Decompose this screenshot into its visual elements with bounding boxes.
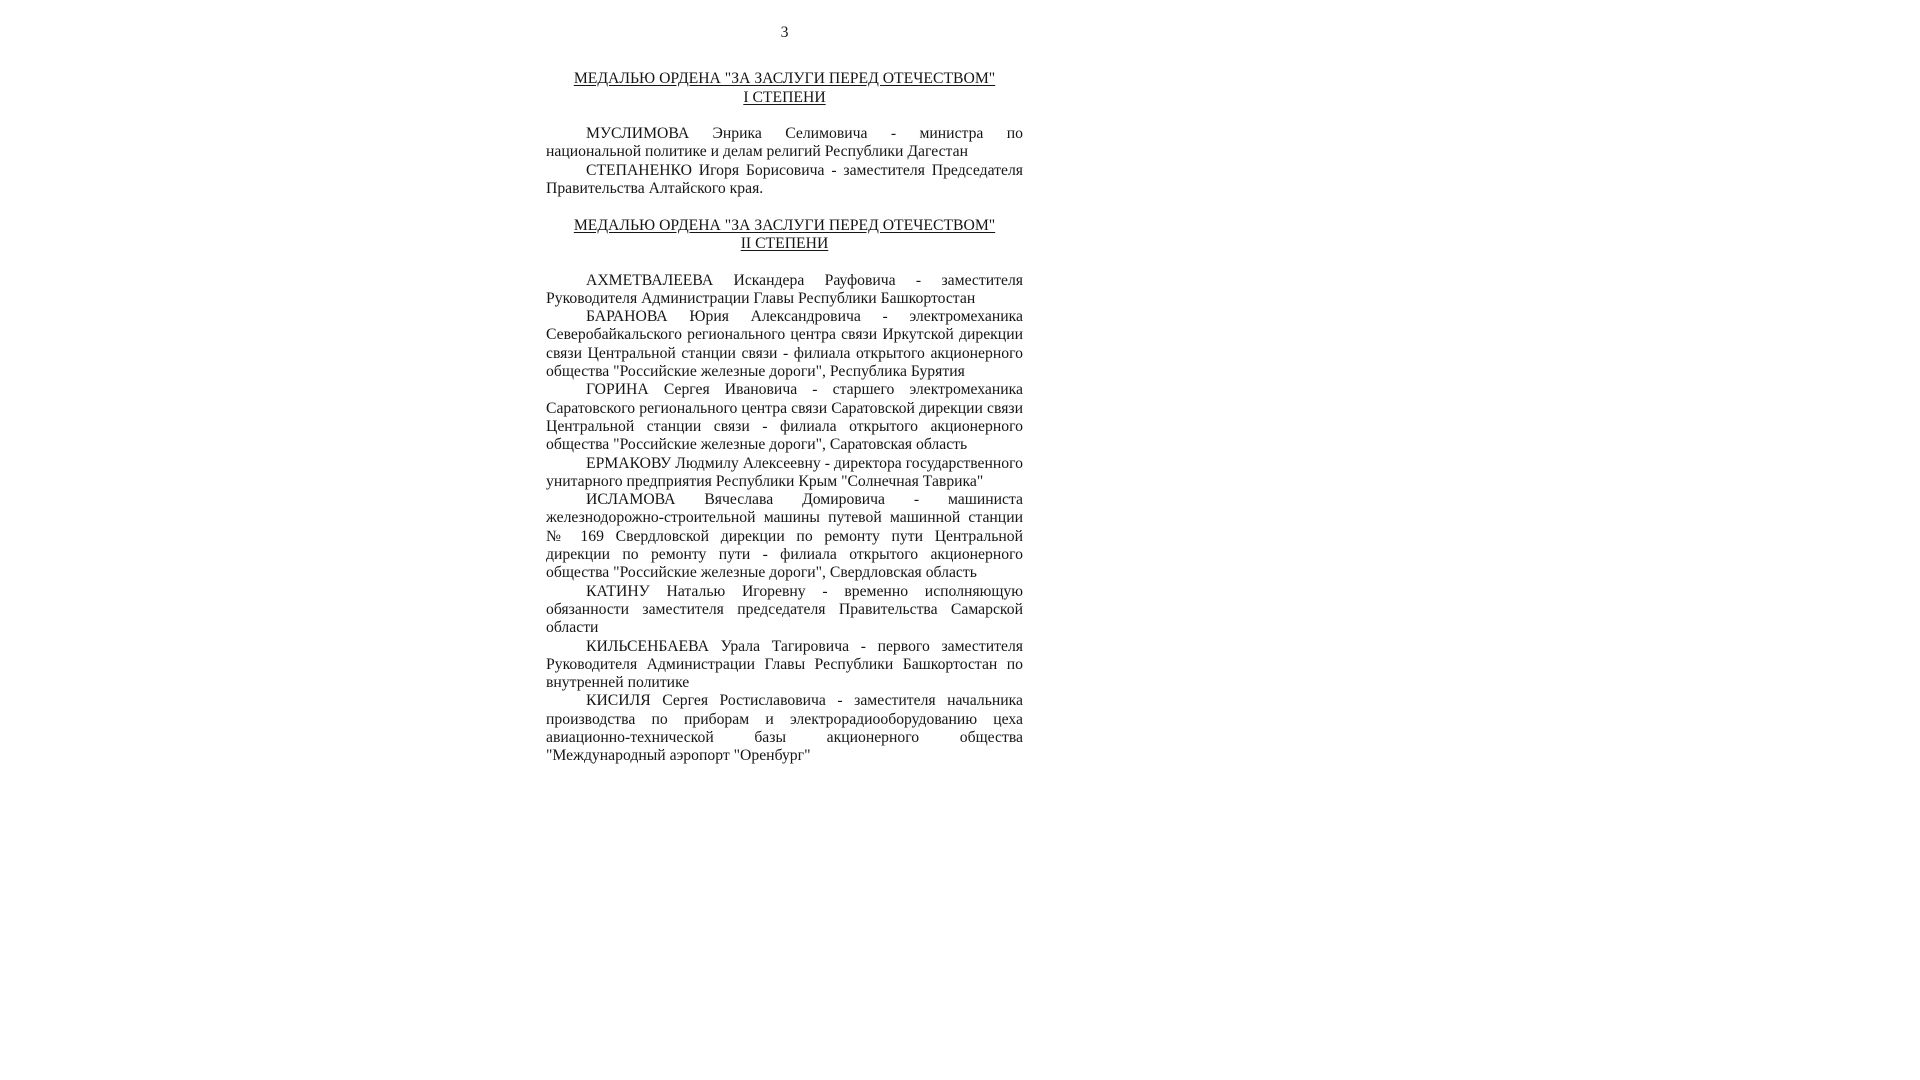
award-entry: БАРАНОВА Юрия Александровича - электромеханика Северобайкальского регионального центра связи Иркутской дирекции связи Центральной станции связи - филиала открытого акционерного общества "Российские железные дороги", Республика Бурятия: [546, 308, 1023, 381]
award-entry: ИСЛАМОВА Вячеслава Домировича - машиниста железнодорожно-строительной машины путевой машинной станции № 169 Свердловской дирекции по ремонту пути Центральной дирекции по ремонту пути - филиала открытого акционерного общества "Российские железные дороги", Свердловская область: [546, 491, 1023, 582]
award-entry: КИЛЬСЕНБАЕВА Урала Тагировича - первого заместителя Руководителя Администрации Главы Республики Башкортостан по внутренней политике: [546, 637, 1023, 692]
award-entry: АХМЕТВАЛЕЕВА Искандера Рауфовича - заместителя Руководителя Администрации Главы Республики Башкортостан: [546, 271, 1023, 307]
section-heading-line2: II СТЕПЕНИ: [740, 234, 829, 252]
section-heading-line2: I СТЕПЕНИ: [743, 88, 826, 106]
section-medal-2nd-degree: [546, 217, 1023, 766]
award-entry: МУСЛИМОВА Энрика Селимовича - министра по национальной политике и делам религий Республики Дагестан: [546, 125, 1023, 161]
section-heading: [546, 70, 1023, 107]
award-entry: СТЕПАНЕНКО Игоря Борисовича - заместителя Председателя Правительства Алтайского края.: [546, 161, 1023, 198]
award-entry: КАТИНУ Наталью Игоревну - временно исполняющую обязанности заместителя председателя Правительства Самарской области: [546, 582, 1023, 637]
section-heading: [546, 217, 1023, 254]
section-heading-line1: МЕДАЛЬЮ ОРДЕНА "ЗА ЗАСЛУГИ ПЕРЕД ОТЕЧЕСТВОМ": [573, 216, 996, 234]
document-page: [546, 24, 1023, 766]
award-entry: ГОРИНА Сергея Ивановича - старшего электромеханика Саратовского регионального центра связи Саратовской дирекции связи Центральной станции связи - филиала открытого акционерного общества "Российские железные дороги", Саратовская область: [546, 381, 1023, 454]
award-entry: ЕРМАКОВУ Людмилу Алексеевну - директора государственного унитарного предприятия Республики Крым "Солнечная Таврика": [546, 454, 1023, 490]
page-number: 3: [780, 24, 789, 41]
section-heading-line1: МЕДАЛЬЮ ОРДЕНА "ЗА ЗАСЛУГИ ПЕРЕД ОТЕЧЕСТВОМ": [573, 70, 996, 88]
section-medal-1st-degree: [546, 70, 1023, 198]
award-entry: КИСИЛЯ Сергея Ростиславовича - заместителя начальника производства по приборам и электрорадиооборудованию цеха авиационно-технической базы акционерного общества "Международный аэропорт "Оренбург": [546, 692, 1023, 765]
